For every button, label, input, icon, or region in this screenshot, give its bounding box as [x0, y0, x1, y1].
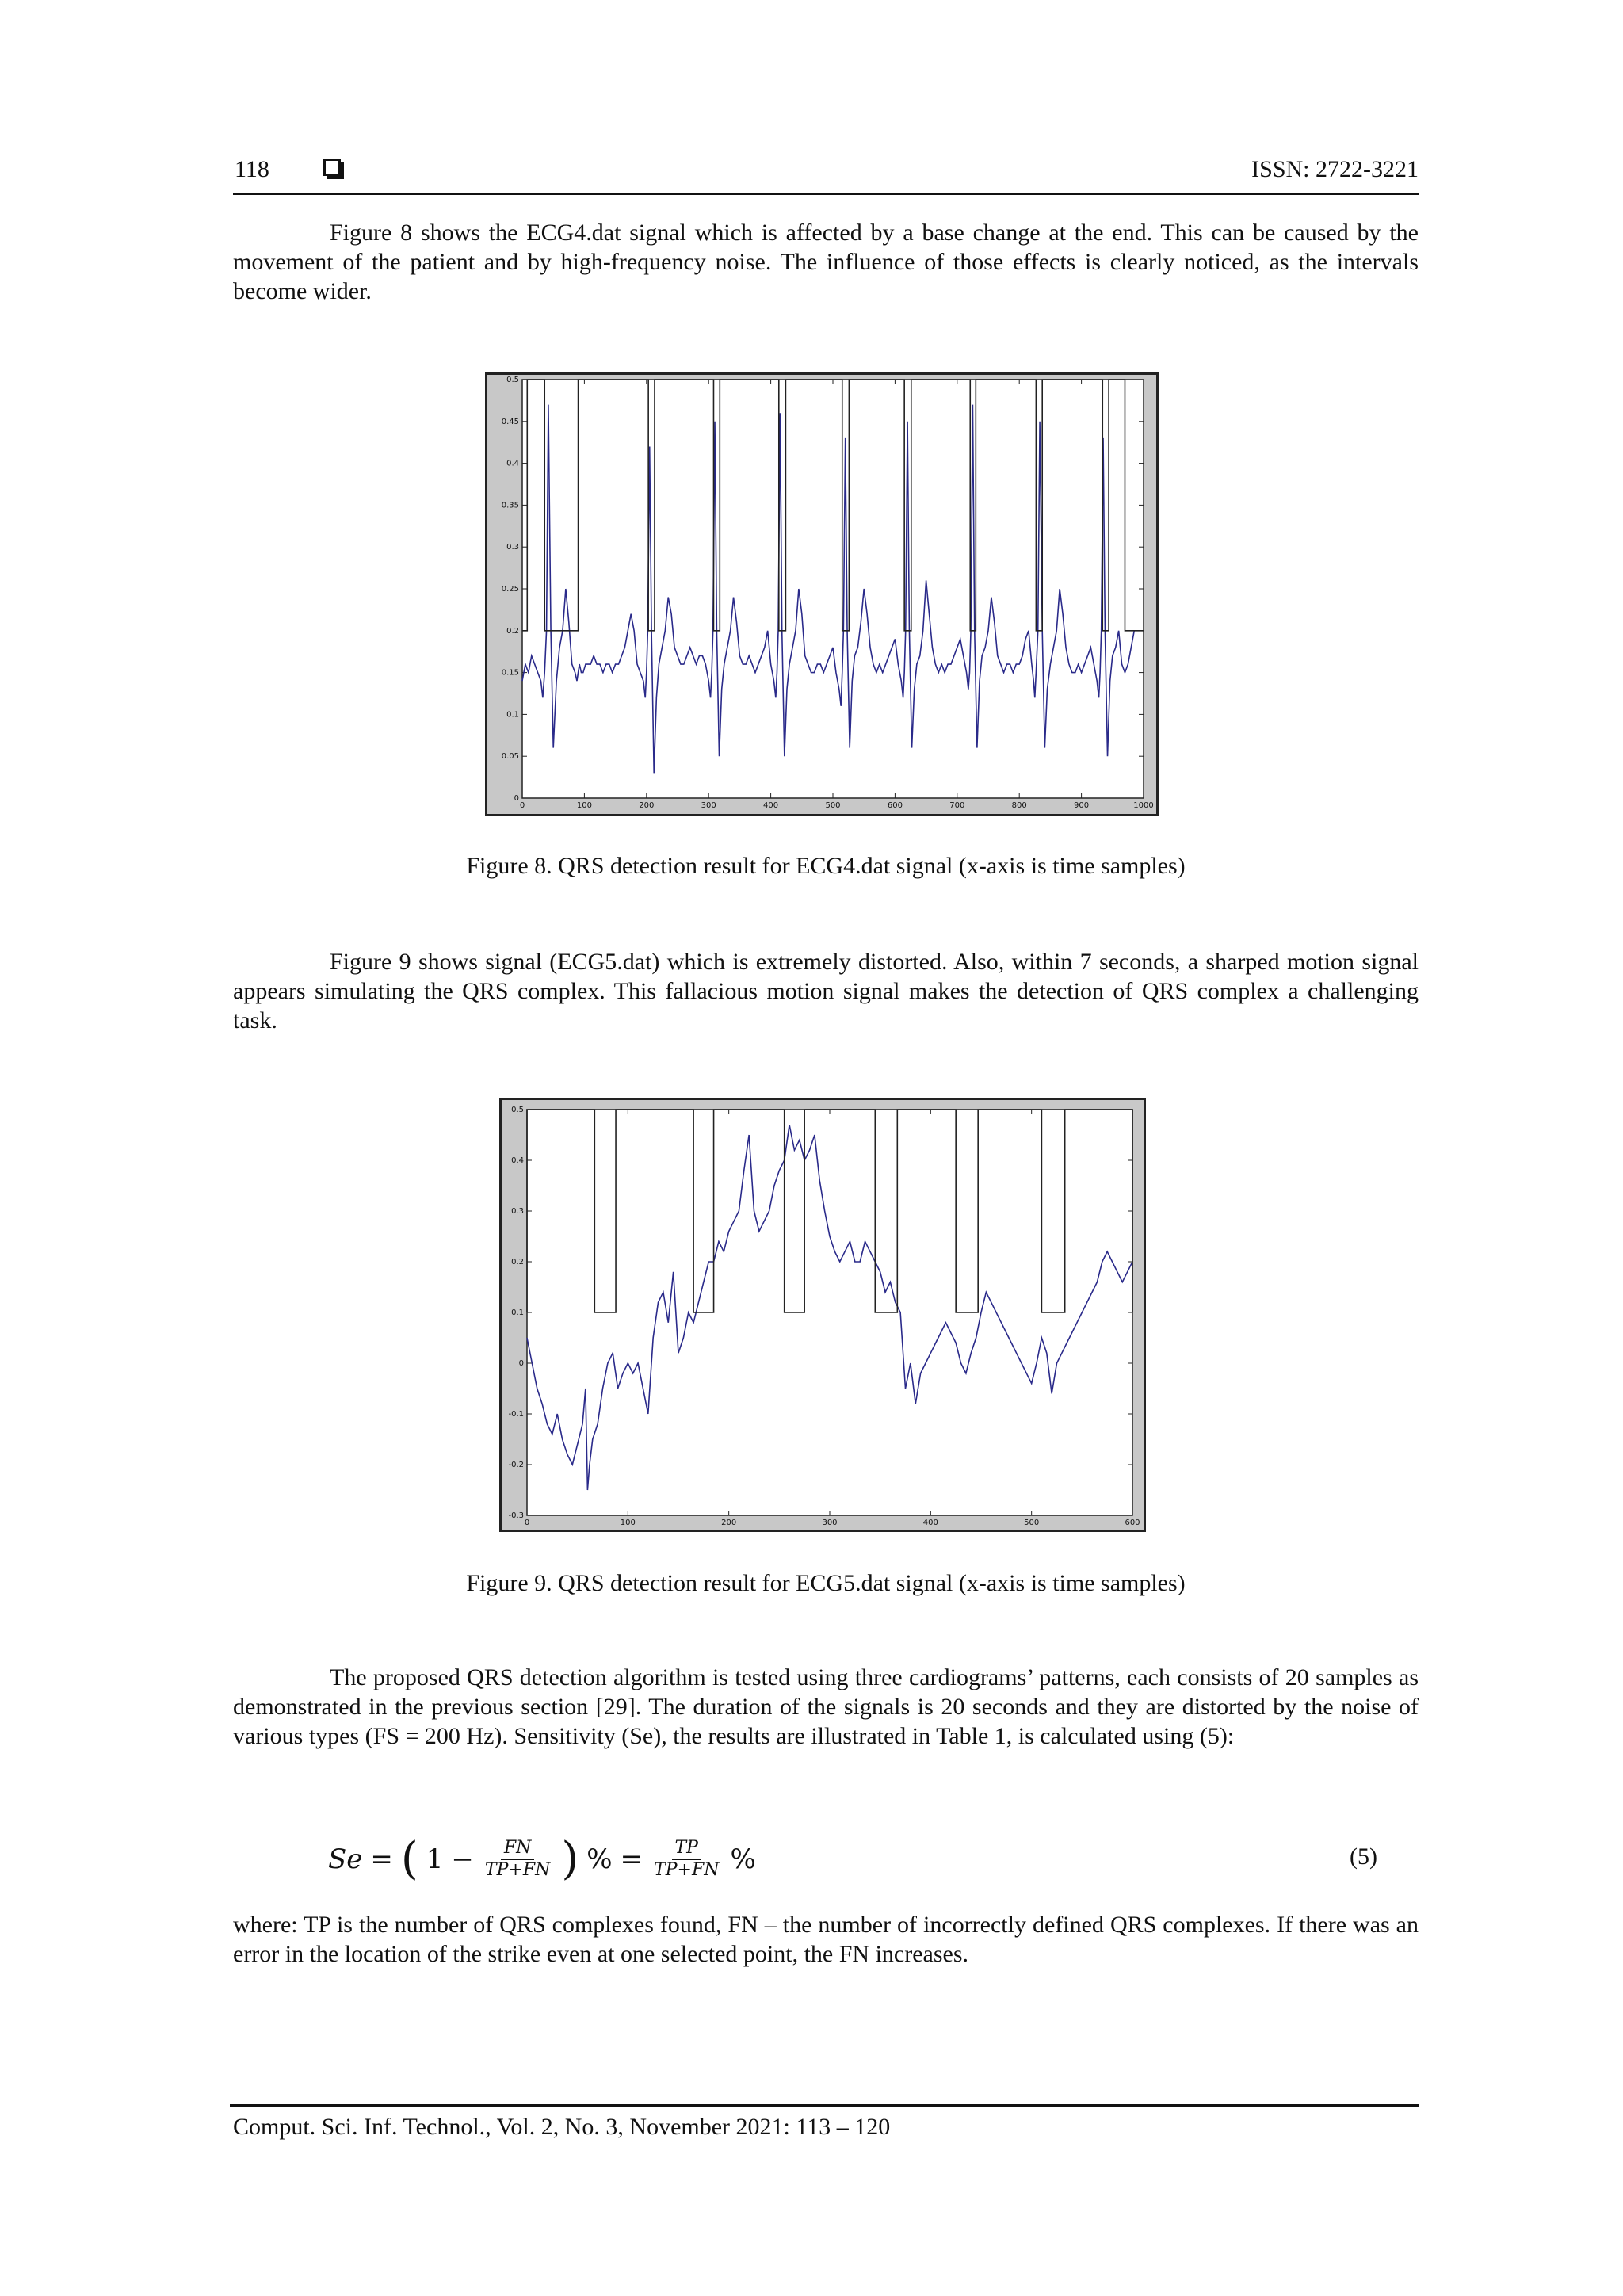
y-tick-label: -0.3 [508, 1511, 524, 1520]
x-tick-label: 400 [763, 801, 779, 810]
eq-paren-close: ) [561, 1833, 579, 1885]
x-tick-label: 0 [519, 801, 525, 810]
eq-paren-open: ( [400, 1833, 418, 1885]
paragraph-1: Figure 8 shows the ECG4.dat signal which is affected by a base change at the end. This can be caused by the movement of the patient and by high-frequency noise. The influence of those effects is clearly noticed, as the intervals become wider. [233, 220, 1419, 304]
y-tick-label: 0.3 [506, 543, 519, 552]
y-tick-label: 0 [518, 1359, 524, 1368]
paragraph-4: where: TP is the number of QRS complexes found, FN – the number of incorrectly defined QRS complexes. If there was an error in the location of the strike even at one selected point, the FN increases. [233, 1912, 1419, 1967]
y-tick-label: 0.1 [506, 710, 519, 720]
y-tick-label: 0.05 [501, 752, 519, 762]
x-tick-label: 600 [1125, 1519, 1140, 1527]
x-tick-label: 900 [1074, 801, 1090, 810]
issn-label: ISSN: 2722-3221 [1251, 156, 1419, 182]
y-tick-label: -0.2 [508, 1461, 524, 1469]
y-tick-label: 0.5 [511, 1106, 524, 1114]
x-tick-label: 200 [721, 1519, 737, 1527]
y-tick-label: 0.1 [511, 1308, 524, 1317]
y-tick-label: 0.15 [501, 668, 519, 678]
page-number: 118 [235, 156, 269, 182]
y-tick-label: 0.3 [511, 1207, 524, 1216]
footer-rule [230, 2104, 1419, 2107]
figure-9-caption: Figure 9. QRS detection result for ECG5.dat signal (x-axis is time samples) [466, 1570, 1186, 1596]
equation-5 [328, 1833, 756, 1885]
eq-frac1-den: TP+FN [484, 1860, 551, 1880]
eq-frac2-num: TP [672, 1838, 701, 1860]
eq-one: 1 [426, 1843, 444, 1875]
eq-frac2-den: TP+FN [654, 1860, 720, 1880]
x-tick-label: 500 [825, 801, 841, 810]
figure-8 [485, 372, 1159, 816]
figure-8-caption: Figure 8. QRS detection result for ECG4.dat signal (x-axis is time samples) [466, 853, 1186, 879]
figure-9-chart [502, 1100, 1144, 1530]
x-tick-label: 600 [887, 801, 903, 810]
paragraph-3: The proposed QRS detection algorithm is tested using three cardiograms’ patterns, each consists of 20 samples as demonstrated in the previous section [29]. The duration of the signals is 20 seconds and they are distorted by the noise of various types (FS = 200 Hz). Sensitivity (Se), the results are illustrated in Table 1, is calculated using (5): [233, 1664, 1419, 1749]
header-rule [233, 193, 1419, 195]
plot-area [522, 380, 1144, 798]
y-tick-label: 0 [514, 794, 519, 803]
x-tick-label: 200 [639, 801, 655, 810]
eq-fraction-2 [651, 1838, 722, 1881]
eq-equals-2: = [620, 1843, 643, 1875]
paragraph-2: Figure 9 shows signal (ECG5.dat) which is extremely distorted. Also, within 7 seconds, a sharped motion signal appears simulating the QRS complex. This fallacious motion signal makes the detection of QRS complex a challenging task. [233, 949, 1419, 1033]
eq-lhs: Se [328, 1843, 363, 1875]
y-tick-label: 0.2 [506, 626, 519, 636]
y-tick-label: 0.5 [506, 376, 519, 384]
x-tick-label: 400 [922, 1519, 938, 1527]
figure-9 [499, 1098, 1146, 1532]
eq-minus: − [451, 1843, 474, 1875]
x-tick-label: 500 [1024, 1519, 1040, 1527]
equation-number: (5) [1350, 1843, 1377, 1870]
x-tick-label: 0 [524, 1519, 530, 1527]
y-tick-label: -0.1 [508, 1410, 524, 1419]
x-tick-label: 700 [949, 801, 965, 810]
x-tick-label: 300 [822, 1519, 838, 1527]
y-tick-label: 0.2 [511, 1258, 524, 1266]
figure-8-chart [487, 375, 1156, 814]
eq-fraction-1 [482, 1838, 553, 1881]
checkbox-icon [323, 159, 341, 176]
footer-citation: Comput. Sci. Inf. Technol., Vol. 2, No. 3, November 2021: 113 – 120 [233, 2114, 891, 2140]
eq-percent-2: % [730, 1843, 756, 1875]
eq-frac1-num: FN [501, 1838, 535, 1860]
y-tick-label: 0.45 [501, 417, 519, 426]
y-tick-label: 0.35 [501, 501, 519, 510]
x-tick-label: 300 [701, 801, 716, 810]
y-tick-label: 0.25 [501, 585, 519, 594]
x-tick-label: 800 [1011, 801, 1027, 810]
y-tick-label: 0.4 [506, 459, 519, 468]
x-tick-label: 100 [620, 1519, 636, 1527]
eq-percent-1: % [586, 1843, 613, 1875]
x-tick-label: 100 [576, 801, 592, 810]
eq-equals: = [370, 1843, 393, 1875]
y-tick-label: 0.4 [511, 1156, 524, 1165]
x-tick-label: 1000 [1133, 801, 1154, 810]
